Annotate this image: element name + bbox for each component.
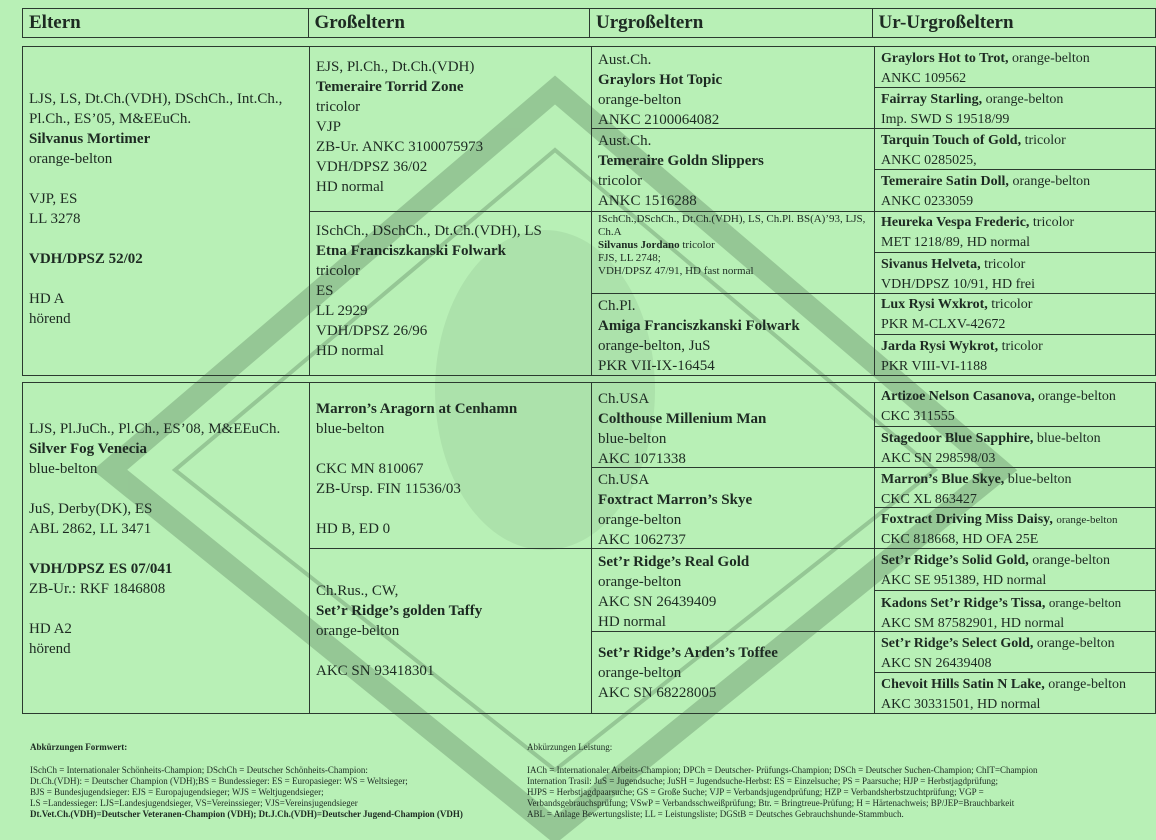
gp-line: LL 2929 [316,303,368,319]
gggp-color: tricolor [984,257,1026,272]
gggp-cell [875,293,1156,334]
gggp-reg: VDH/DPSZ 10/91, HD frei [881,277,1035,292]
gp-titles: ISchCh., DSchCh., Dt.Ch.(VDH), LS [316,223,542,239]
gggp-reg: ANKC 0233059 [881,194,974,209]
dam-titles: LJS, Pl.JuCh., Pl.Ch., ES’08, M&EEuCh. [29,421,281,437]
gggp-reg: CKC 311555 [881,409,955,424]
gggp-reg: AKC SE 951389, HD normal [881,573,1047,588]
gggp-reg: AKC SM 87582901, HD normal [881,616,1065,631]
gggp-name: Lux Rysi Wxkrot, [881,297,988,312]
gggp-reg: AKC SN 298598/03 [881,451,996,466]
gp-line: HD normal [316,179,384,195]
gggp-color: tricolor [1001,339,1043,354]
gggp-cell [875,253,1156,293]
ggp-titles: Ch.USA [598,391,650,407]
dam-name: Silver Fog Venecia [29,441,148,457]
dam-zb: ZB-Ur.: RKF 1846808 [29,581,166,597]
ggp-titles: Ch.Pl. [598,298,636,314]
ggp-reg: AKC SN 68228005 [598,685,717,701]
ggp-name: Set’r Ridge’s Real Gold [598,554,750,570]
gggp-name: Foxtract Driving Miss Daisy, [881,512,1053,527]
ggp-color: tricolor [598,173,643,189]
gggp-cell [875,673,1156,713]
pedigree-header [22,8,1156,38]
gggp-cell [875,468,1156,507]
gggp-name: Kadons Set’r Ridge’s Tissa, [881,596,1046,611]
gggp-color: tricolor [1024,133,1066,148]
ggp-cell [592,641,874,713]
gggp-name: Stagedoor Blue Sapphire, [881,431,1034,446]
gggp-reg: PKR M-CLXV-42672 [881,317,1006,332]
gggp-cell [875,632,1156,672]
gggp-cell [875,385,1156,426]
ggp-cell [592,550,874,631]
abbreviations-performance [527,742,1152,820]
gggp-cell [875,508,1156,548]
ggp-titles: Aust.Ch. [598,52,652,68]
ggp-color: orange-belton, JuS [598,338,711,354]
ggp-cell [592,129,874,211]
gggp-color: orange-belton [1012,51,1090,66]
gggp-cell [875,549,1156,590]
footer-line: HJPS = Herbstjagdpaarsuche; GS = Große Suche; VJP = Verbandsjugendprüfung; HZP = Verbandsherbstzuchtprüfung; VGP = [527,787,984,797]
gggp-reg: AKC 30331501, HD normal [881,697,1041,712]
ggp-color: orange-belton [598,665,682,681]
ggp-name: Silvanus Jordano [598,239,680,251]
gp-line: VDH/DPSZ 26/96 [316,323,428,339]
dam-cell [23,417,309,715]
ggp-cell [592,387,874,467]
gggp-name: Fairray Starling, [881,92,983,107]
ggp-name: Graylors Hot Topic [598,72,723,88]
gggp-name: Chevoit Hills Satin N Lake, [881,677,1045,692]
ggp-reg: ANKC 2100064082 [598,112,720,128]
ggp-cell [592,468,874,548]
gggp-color: orange-belton [1032,553,1111,568]
ggp-reg: ANKC 1516288 [598,193,697,209]
sire-sire-cell [310,55,590,211]
gggp-name: Set’r Ridge’s Solid Gold, [881,553,1029,568]
sire-name: Silvanus Mortimer [29,131,151,147]
dam-lists: ABL 2862, LL 3471 [29,521,152,537]
gggp-name: Heureka Vespa Frederic, [881,215,1030,230]
gp-color: tricolor [316,99,361,115]
gggp-name: Sivanus Helveta, [881,257,981,272]
header-great-grandparents: Urgroßeltern [590,9,873,37]
gp-name: Set’r Ridge’s golden Taffy [316,603,483,619]
sire-cell [23,87,309,377]
gggp-color: orange-belton [1048,677,1126,692]
ggp-color: orange-belton [598,92,682,108]
gp-line: ZB-Ur. ANKC 3100075973 [316,139,484,155]
dam-performance: JuS, Derby(DK), ES [29,501,153,517]
gggp-cell [875,47,1156,87]
gp-name: Etna Franciszkanski Folwark [316,243,507,259]
footer-line: Verbandsgebrauchsprüfung; VSwP = Verbandsschweißprüfung; Btr. = Bringtreue-Prüfung; H = Härtenachweis; BP/JEP=Brauchbarkeit [527,798,1015,808]
dam-hd: HD A2 [29,621,72,637]
dam-dam-cell [310,579,590,713]
gggp-reg: ANKC 109562 [881,71,967,86]
footer-line: ISchCh = Internationaler Schönheits-Champion; DSchCh = Deutscher Schönheits-Champion: [30,765,368,775]
gggp-name: Marron’s Blue Skye, [881,472,1005,487]
ggp-reg: AKC 1071338 [598,451,686,467]
gggp-color: orange-belton [1036,636,1115,651]
dam-hearing: hörend [29,641,71,657]
ggp-name: Foxtract Marron’s Skye [598,492,753,508]
ggp-name: Amiga Franciszkanski Folwark [598,318,800,334]
gggp-cell [875,170,1156,211]
ggp-hd: HD normal [598,614,666,630]
gggp-reg: PKR VIII-VI-1188 [881,359,988,374]
ggp-cell [592,212,874,293]
gggp-name: Set’r Ridge’s Select Gold, [881,636,1034,651]
gp-titles: EJS, Pl.Ch., Dt.Ch.(VDH) [316,59,475,75]
gggp-color: orange-belton [1012,174,1091,189]
gp-line: ZB-Ursp. FIN 11536/03 [316,481,461,497]
footer-line: Dt.Vet.Ch.(VDH)=Deutscher Veteranen-Champion (VDH); Dt.J.Ch.(VDH)=Deutscher Jugend-Champion (VDH) [30,809,463,819]
ggp-color: blue-belton [598,431,667,447]
footer-line: Internation Trasil: JuS = Jugendsuche; JuSH = Jugendsuche-Herbst: ES = Einzelsuche; PS = Paarsuche; HJP = Herbstjagdprüfung; [527,776,998,786]
ggp-line: VDH/DPSZ 47/91, HD fast normal [598,265,754,277]
gggp-color: tricolor [991,297,1033,312]
gp-name: Marron’s Aragorn at Cenhamn [316,401,518,417]
ggp-name: Temeraire Goldn Slippers [598,153,764,169]
ggp-titles: Ch.USA [598,472,650,488]
ggp-reg: AKC 1062737 [598,532,686,548]
ggp-reg: AKC SN 26439409 [598,594,717,610]
gggp-cell [875,129,1156,169]
dam-section [22,382,1156,714]
gggp-cell [875,335,1156,376]
footer-line: BJS = Bundesjugendsieger: EJS = Europajugendsieger; WJS = Weltjugendsieger; [30,787,324,797]
gggp-reg: CKC XL 863427 [881,492,977,507]
header-great-great-grandparents: Ur-Urgroßeltern [878,12,1014,33]
abbreviations-conformation [30,742,500,820]
gggp-reg: MET 1218/89, HD normal [881,235,1031,250]
gp-color: orange-belton [316,623,400,639]
gggp-cell [875,88,1156,129]
footer-title: Abkürzungen Leistung: [527,742,613,752]
gggp-color: orange-belton [1048,595,1122,610]
sire-ll: LL 3278 [29,211,81,227]
gp-line: ES [316,283,334,299]
gp-titles: Ch.Rus., CW, [316,583,399,599]
sire-performance: VJP, ES [29,191,78,207]
gggp-name: Jarda Rysi Wykrot, [881,339,999,354]
gp-line: VJP [316,119,342,135]
gggp-name: Artizoe Nelson Casanova, [881,389,1035,404]
sire-titles: LJS, LS, Dt.Ch.(VDH), DSchCh., Int.Ch., Pl.Ch., ES’05, M&EEuCh. [29,91,283,127]
gp-line: CKC MN 810067 [316,461,424,477]
ggp-color: tricolor [682,239,715,251]
gp-line: HD B, ED 0 [316,521,391,537]
dam-color: blue-belton [29,461,98,477]
gggp-name: Graylors Hot to Trot, [881,51,1009,66]
sire-color: orange-belton [29,151,113,167]
gp-line: HD normal [316,343,384,359]
gggp-color: orange-belton [985,92,1064,107]
gp-name: Temeraire Torrid Zone [316,79,464,95]
gggp-reg: CKC 818668, HD OFA 25E [881,532,1039,547]
gggp-name: Tarquin Touch of Gold, [881,133,1022,148]
ggp-titles: Aust.Ch. [598,133,652,149]
gp-line: VDH/DPSZ 36/02 [316,159,428,175]
ggp-name: Colthouse Millenium Man [598,411,767,427]
ggp-titles: ISchCh.,DSchCh., Dt.Ch.(VDH), LS, Ch.Pl. BS(A)’93, LJS, Ch.A [598,213,866,238]
gggp-name: Temeraire Satin Doll, [881,174,1009,189]
footer-line: LS =Landessieger: LJS=Landesjugendsieger, VS=Vereinssieger; VJS=Vereinsjugendsieger [30,798,358,808]
ggp-color: orange-belton [598,512,682,528]
gp-color: tricolor [316,263,361,279]
ggp-line: FJS, LL 2748; [598,252,661,264]
dam-sire-cell [310,397,590,547]
gggp-cell [875,211,1156,252]
gp-color: blue-belton [316,421,385,437]
ggp-name: Set’r Ridge’s Arden’s Toffee [598,645,778,661]
sire-hearing: hörend [29,311,71,327]
sire-hd: HD A [29,291,65,307]
gggp-cell [875,427,1156,467]
footer-title: Abkürzungen Formwert: [30,742,128,752]
footer-line: ABL = Anlage Bewertungsliste; LL = Leistungsliste; DGStB = Deutsches Gebrauchshunde-Stammbuch. [527,809,904,819]
sire-registration: VDH/DPSZ 52/02 [29,251,143,267]
dam-registration: VDH/DPSZ ES 07/041 [29,561,173,577]
footer-line: IACh = Internationaler Arbeits-Champion; DPCh = Deutscher- Prüfungs-Champion; DSCh = Deutscher Suchen-Champion; ChIT=Champion [527,765,1038,775]
sire-dam-cell [310,219,590,377]
gggp-reg: AKC SN 26439408 [881,656,992,671]
gggp-color: blue-belton [1036,431,1101,446]
gggp-reg: ANKC 0285025, [881,153,977,168]
gggp-color: blue-belton [1007,472,1072,487]
gp-line: AKC SN 93418301 [316,663,435,679]
gggp-color: tricolor [1032,215,1075,230]
ggp-color: orange-belton [598,574,682,590]
ggp-cell [592,48,874,128]
ggp-reg: PKR VII-IX-16454 [598,358,715,374]
footer-line: Dt.Ch.(VDH): = Deutscher Champion (VDH);BS = Bundessieger: ES = Europasieger: WS = Weltsieger; [30,776,408,786]
gggp-color: orange-belton [1056,514,1118,526]
header-grandparents: Großeltern [309,9,591,37]
gggp-color: orange-belton [1038,389,1116,404]
ggp-cell [592,294,874,377]
header-parents: Eltern [23,9,309,37]
sire-section [22,46,1156,376]
gggp-cell [875,591,1156,632]
gggp-reg: Imp. SWD S 19518/99 [881,112,1010,127]
